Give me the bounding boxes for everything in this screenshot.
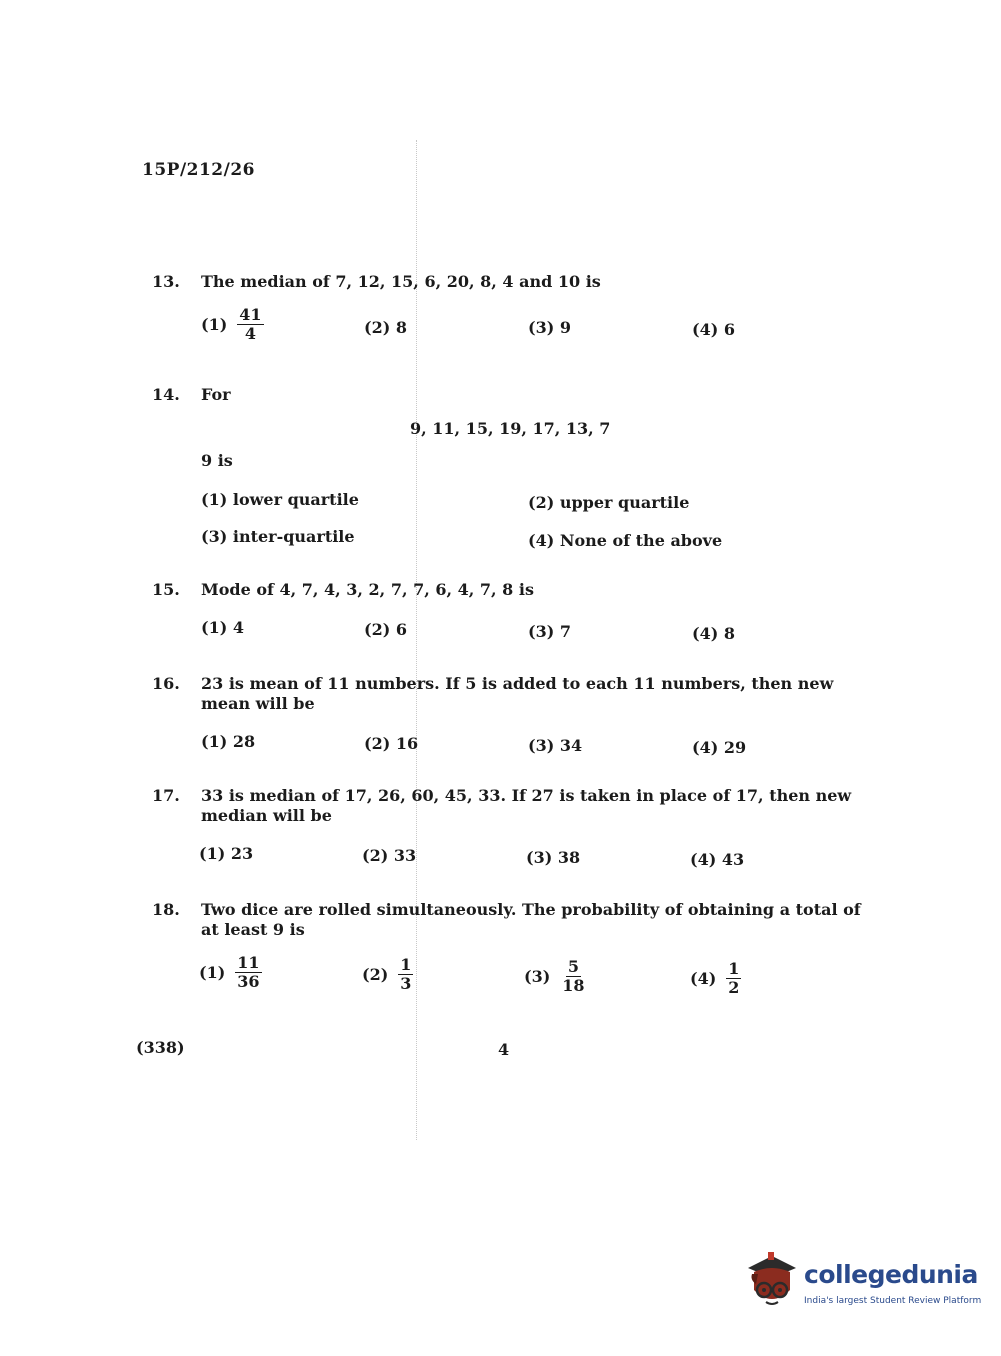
page-number: 4 [498,1040,510,1059]
option-3: (3) 7 [528,622,571,641]
option-2: (2) 16 [364,734,419,753]
option-1: (1) 28 [201,732,256,751]
footer-code: (338) [136,1038,185,1057]
option-1: (1) lower quartile [201,490,359,509]
question-text: For [201,385,231,404]
option-3: (3) 9 [528,318,571,337]
fraction: $\frac{5}{18}$ [562,957,585,995]
option-3: (3) 34 [528,736,583,755]
collegedunia-watermark [742,1250,982,1320]
fraction: $\frac{1}{3}$ [400,955,412,993]
brand-name: collegedunia [804,1260,978,1289]
option-3: (3) 38 [526,848,581,867]
option-4: (4) 8 [692,624,735,643]
question-text: 23 is mean of 11 numbers. If 5 is added to each 11 numbers, then new mean will be [201,674,834,713]
data-series-line: 9, 11, 15, 19, 17, 13, 7 [410,419,611,438]
option-3: (3) $\frac{5}{18}$ [524,957,585,995]
question-number: 14. [152,385,180,404]
question-text: Mode of 4, 7, 4, 3, 2, 7, 7, 6, 4, 7, 8 is [201,580,534,599]
question-number: 13. [152,272,180,291]
option-4: (4) 43 [690,850,745,869]
option-2: (2) 8 [364,318,407,337]
option-1: (1) $\frac{11}{36}$ [199,953,260,991]
question-number: 18. [152,900,180,919]
option-4: (4) 29 [692,738,747,757]
option-1: (1) 23 [199,844,254,863]
paper-code: 15P/212/26 [142,160,256,180]
question-text: The median of 7, 12, 15, 6, 20, 8, 4 and 10 is [201,272,601,291]
option-1: (1) $\frac{41}{4}$ [201,305,262,343]
option-4: (4) None of the above [528,531,723,550]
question-number: 16. [152,674,180,693]
option-4: (4) $\frac{1}{2}$ [690,959,740,997]
mascot-logo-icon [742,1250,802,1314]
option-4: (4) 6 [692,320,735,339]
brand-tagline: India's largest Student Review Platform [804,1296,982,1306]
option-2: (2) 6 [364,620,407,639]
option-3: (3) inter-quartile [201,527,355,546]
option-1: (1) 4 [201,618,244,637]
fraction: $\frac{1}{2}$ [728,959,740,997]
question-text-continued: 9 is [201,451,233,470]
question-text: Two dice are rolled simultaneously. The probability of obtaining a total of at least 9 is [201,900,861,939]
option-2: (2) upper quartile [528,493,690,512]
question-number: 17. [152,786,180,805]
fraction: $\frac{41}{4}$ [239,305,262,343]
option-2: (2) $\frac{1}{3}$ [362,955,412,993]
option-2: (2) 33 [362,846,417,865]
question-number: 15. [152,580,180,599]
question-text: 33 is median of 17, 26, 60, 45, 33. If 27 is taken in place of 17, then new median will be [201,786,852,825]
fraction: $\frac{11}{36}$ [237,953,260,991]
